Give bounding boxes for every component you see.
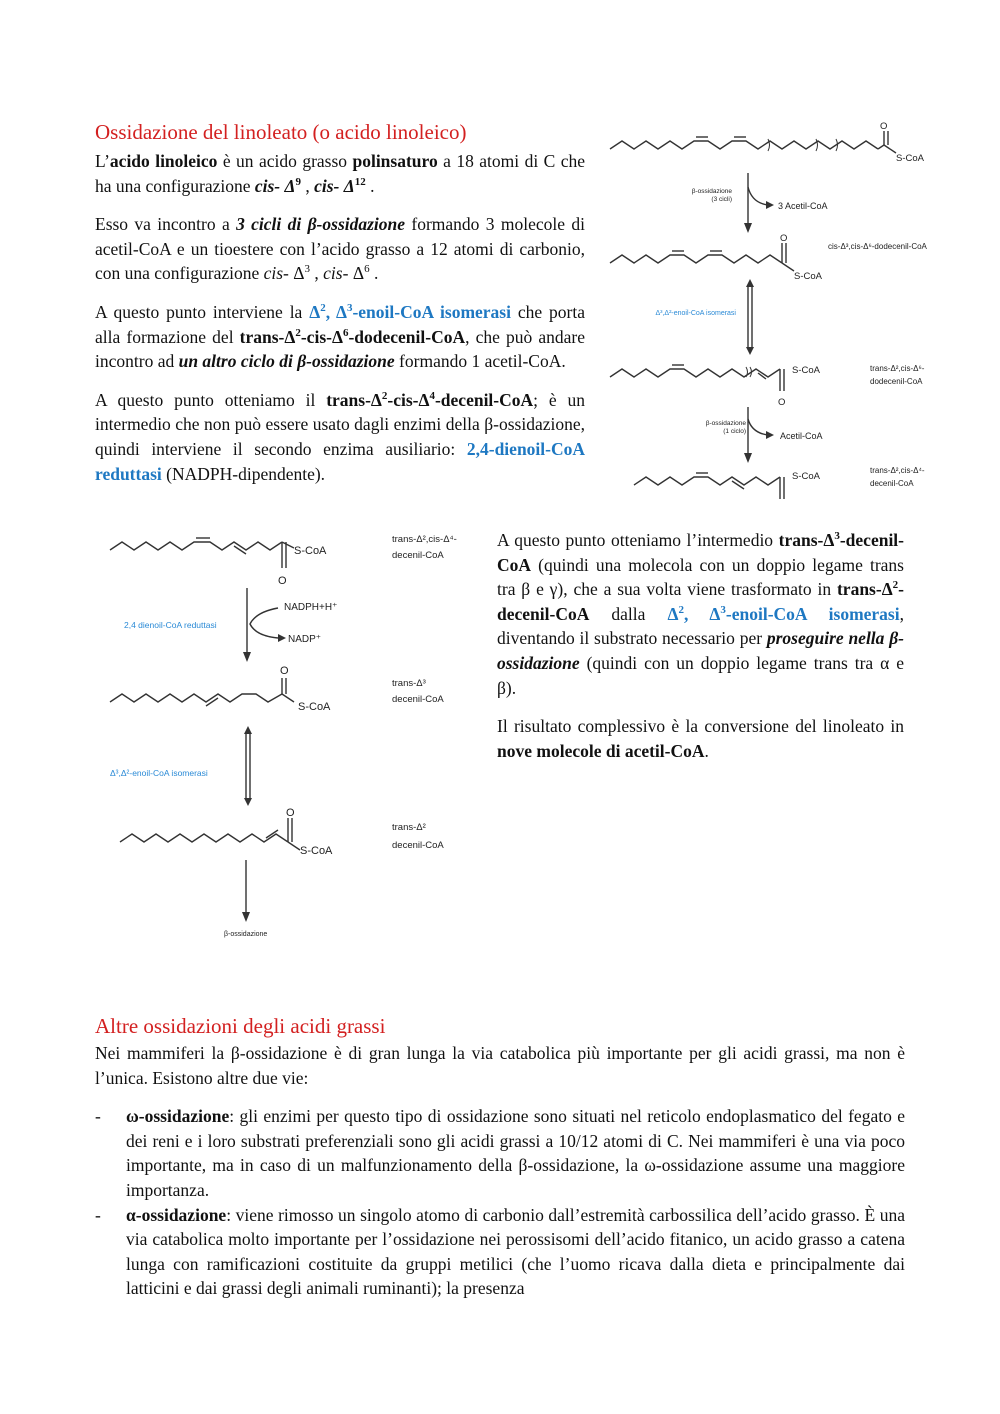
paragraph-decenil-coa: A questo punto otteniamo il trans-$\Delta^2-cis-\Delta^4-decenil$-CoA; è un intermedio che non può essere usato dagli enzimi della β-ossidazione, quindi interviene il secondo enzima ausiliario: 2,4-dienoil-CoA reduttasi (NADPH-dipendente). [95,389,585,484]
beta-oxidation-label: β-ossidazione [224,931,268,938]
cycles-label: (1 ciclo) [723,428,746,435]
other-oxidations-body [95,1041,905,1301]
section-title-other-oxidations: Altre ossidazioni degli acidi grassi [95,1014,386,1038]
compound-label: decenil-CoA [392,840,444,851]
nadp-label: NADP⁺ [288,634,322,645]
compound-label: cis-Δ³,cis-Δ⁶-dodecenil-CoA [828,242,927,251]
acetyl-coa-product: 3 Acetil-CoA [778,201,828,211]
paragraph-linoleic-acid: L’acido linoleico è un acido grasso polinsaturo a 18 atomi di C che ha una configurazione cis- $\Delta^9$ , cis- $\Delta^{12}$ . [95,151,585,196]
list-item-omega-oxidation: - ω-ossidazione: gli enzimi per questo tipo di ossidazione sono situati nel reticolo endoplasmatico del fegato e dei reni e i loro substrati preferenziali sono gli acidi grassi a 10/12 atomi di C. Nei mammiferi è una via poco importante, ma in caso di un malfunzionamento della β-ossidazione, la ω-ossidazione assume una maggiore importanza. [95,1106,905,1200]
cycles-label: (3 cicli) [711,196,732,203]
scoa-label: S-CoA [792,365,820,376]
compound-label: trans-Δ² [392,822,426,833]
scoa-label: S-CoA [794,271,822,282]
dodecenil-coa-chain-trans [610,369,780,377]
compound-label: trans-Δ²,cis-Δ⁴- [870,466,925,475]
oxygen-label: O [880,121,888,132]
isomerase-label: Δ³,Δ²-enoil-CoA isomerasi [655,310,736,317]
compound-label: decenil-CoA [392,550,444,561]
nadph-label: NADPH+H⁺ [284,602,338,613]
decenil-coa-reduction-diagram [100,528,480,948]
scoa-label: S-CoA [896,153,924,164]
paragraph-intro: Nei mammiferi la β-ossidazione è di gran lunga la via catabolica più importante per gli acidi grassi, ma non è l’unica. Esistono altre due vie: [95,1043,905,1088]
oxygen-label: O [286,807,295,819]
oxygen-label: O [278,575,287,587]
paragraph-isomerase: A questo punto interviene la $\Delta^2$, $\Delta^3-enoil$-CoA isomerasi che porta alla formazione del trans-$\Delta^2-cis-\Delta^6-dodecenil$-CoA, che può andare incontro ad un altro ciclo di β-ossidazione formando 1 acetil-CoA. [95,301,585,372]
acetyl-coa-product: Acetil-CoA [780,431,823,441]
paragraph-three-cycles: Esso va incontro a 3 cicli di β-ossidazione formando 3 molecole di acetil-CoA e un tioestere con l’acido grasso a 12 atomi di carbonio, con una configurazione cis- $\Delta^3$ , cis- $\Delta^6$ . [95,214,585,284]
decenil-coa-chain-row3 [120,834,288,842]
oxygen-label: O [780,233,788,244]
bullet-dash: - [95,1106,101,1127]
decenil-coa-chain-row4 [634,477,780,485]
scoa-label: S-CoA [298,701,331,713]
dodecenil-coa-chain-cis [610,255,782,263]
list-item-alpha-oxidation: - α-ossidazione: viene rimosso un singolo atomo di carbonio dall’estremità carbossilica dell’acido grasso. È una via catabolica molto importante per l’ossidazione nei perossisomi dell’acido fitanico, un acido grasso a catena lunga con ramificazioni costituite da gruppi metilici (che l’uomo ricava dalla dieta e principalmente dai latticini e dai grassi degli animali ruminanti); la presenza [95,1204,905,1299]
compound-label: trans-Δ²,cis-Δ⁴- [392,534,457,545]
paragraph-overall-result: Il risultato complessivo è la conversione del linoleato in nove molecole di acetil-CoA. [497,716,904,761]
linoleate-oxidation-diagram [600,115,970,500]
section-title-linoleate: Ossidazione del linoleato (o acido linoleico) [95,120,467,144]
linoleate-text-column [95,149,585,486]
reductase-label: 2,4 dienoil-CoA reduttasi [124,620,217,630]
scoa-label: S-CoA [300,845,333,857]
scoa-label: S-CoA [792,471,820,482]
beta-oxidation-label: β-ossidazione [705,420,746,427]
compound-label: trans-Δ²,cis-Δ⁶- [870,364,925,373]
oxidation-list [95,1104,905,1301]
oxygen-label: O [778,397,786,408]
oxygen-label: O [280,665,289,677]
paragraph-trans-decenil: A questo punto otteniamo l’intermedio trans-$\Delta^3-decenil$-CoA (quindi una molecola con un doppio legame trans tra β e γ), che a sua volta viene trasformato in trans-$\Delta^2-decenil$-CoA dalla $\Delta^2$, $\Delta^3-enoil$-CoA isomerasi, diventando il substrato necessario per proseguire nella β-ossidazione (quindi con un doppio legame trans tra α e β). [497,530,904,698]
scoa-label: S-CoA [294,545,327,557]
compound-label: decenil-CoA [392,694,444,705]
decenil-coa-chain-row2 [110,694,282,702]
compound-label: decenil-CoA [870,479,914,488]
compound-label: trans-Δ³ [392,678,426,689]
isomerase-label: Δ³,Δ²-enoil-CoA isomerasi [110,768,208,778]
decenil-text-column [497,528,904,763]
compound-label: dodecenil-CoA [870,377,923,386]
beta-oxidation-label: β-ossidazione [691,188,732,195]
bullet-dash: - [95,1204,101,1225]
decenil-coa-chain-row1 [110,542,282,550]
